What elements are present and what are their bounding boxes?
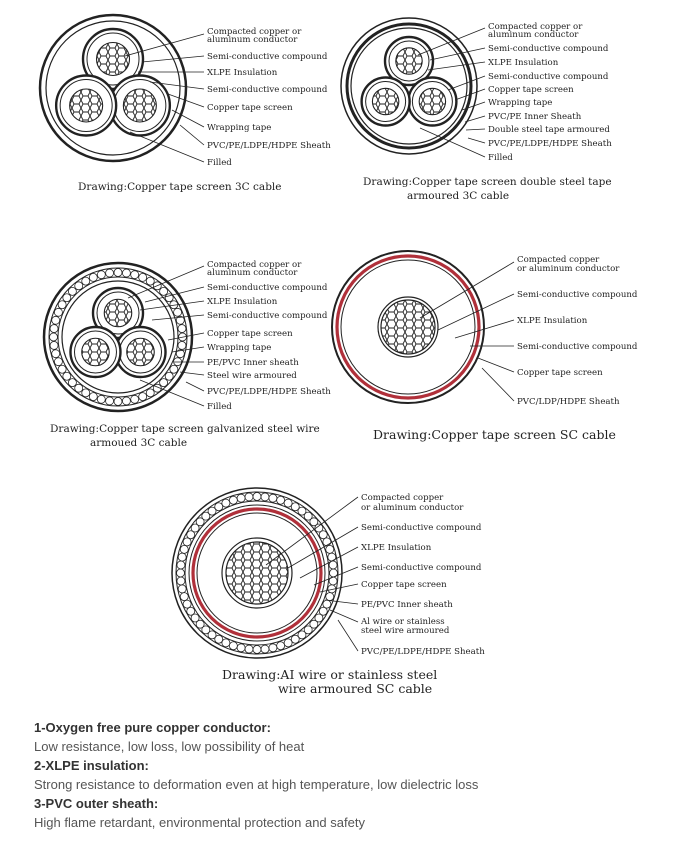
armour-wire (178, 553, 186, 561)
spec-description: Strong resistance to deformation even at high temperature, low dielectric loss (34, 777, 479, 792)
armour-wire (54, 358, 62, 366)
armour-wire (122, 269, 130, 277)
drawing-5 (172, 488, 485, 696)
spec-description: High flame retardant, environmental protection and safety (34, 815, 365, 830)
armour-wire (326, 593, 334, 601)
armour-wire (52, 350, 60, 358)
conductor (97, 43, 130, 76)
label: XLPE Insulation (207, 68, 278, 78)
label: Semi-conductive compound (207, 52, 328, 62)
conductor (70, 89, 103, 122)
armour-wire (229, 642, 237, 650)
conductor (123, 89, 156, 122)
armour-wire (82, 277, 90, 285)
armour-wire (319, 531, 327, 539)
armour-wire (165, 372, 173, 380)
caption: Drawing:Copper tape screen SC cable (373, 427, 616, 442)
armour-wire (261, 493, 269, 501)
label: or aluminum conductor (361, 503, 464, 513)
armour-wire (131, 271, 139, 279)
cross-section-4 (332, 251, 484, 403)
armour-wire (253, 493, 261, 501)
armour-wire (178, 585, 186, 593)
armour-wire (284, 499, 292, 507)
armour-wire (63, 294, 71, 302)
label: PVC/PE/LDPE/HDPE Sheath (488, 139, 612, 149)
armour-wire (326, 545, 334, 553)
spec-list (34, 718, 684, 832)
label: PVC/PE/LDPE/HDPE Sheath (207, 387, 331, 397)
label: Wrapping tape (207, 123, 272, 133)
armour-wire (52, 316, 60, 324)
caption: wire armoured SC cable (278, 681, 433, 696)
caption: armoured 3C cable (407, 190, 510, 202)
label: Semi-conductive compound (517, 342, 638, 352)
armour-wire (106, 397, 114, 405)
armour-wire (139, 393, 147, 401)
label: Filled (207, 402, 232, 412)
label: Copper tape screen (517, 368, 603, 378)
label: Copper tape screen (361, 580, 447, 590)
label: Copper tape screen (488, 85, 574, 95)
label: PVC/PE/LDPE/HDPE Sheath (361, 647, 485, 657)
label: Copper tape screen (207, 329, 293, 339)
armour-wire (183, 600, 191, 608)
label: Semi-conductive compound (361, 563, 482, 573)
caption: armoued 3C cable (90, 437, 188, 449)
conductor (127, 338, 155, 366)
drawing-2 (341, 18, 612, 202)
label: Copper tape screen (207, 103, 293, 113)
label: Compacted copper or (207, 27, 302, 37)
label: Semi-conductive compound (207, 311, 328, 321)
armour-wire (82, 389, 90, 397)
caption: Drawing:AI wire or stainless steel (222, 667, 438, 682)
label: PVC/LDP/HDPE Sheath (517, 397, 620, 407)
armour-wire (245, 645, 253, 653)
caption: Drawing:Copper tape screen 3C cable (78, 181, 282, 193)
armour-wire (180, 545, 188, 553)
drawing-4 (332, 251, 638, 442)
armour-wire (50, 333, 58, 341)
armour-wire (89, 273, 97, 281)
armour-wire (277, 496, 285, 504)
caption: Drawing:Copper tape screen double steel tape (363, 176, 612, 188)
armour-wire (284, 639, 292, 647)
armour-wire (177, 569, 185, 577)
drawing-1 (40, 15, 331, 193)
spec-title: 2-XLPE insulation: (34, 758, 149, 773)
armour-wire (269, 644, 277, 652)
armour-wire (68, 287, 76, 295)
armour-wire (131, 395, 139, 403)
armour-wire (54, 308, 62, 316)
armour-wire (323, 538, 331, 546)
spec-title: 3-PVC outer sheath: (34, 796, 159, 811)
armour-wire (58, 365, 66, 373)
armour-wire (97, 395, 105, 403)
armour-wire (160, 287, 168, 295)
label: Semi-conductive compound (488, 72, 609, 82)
label: aluminum conductor (207, 268, 298, 278)
armour-wire (187, 607, 195, 615)
armour-wire (75, 384, 83, 392)
armour-wire (122, 397, 130, 405)
caption: Drawing:Copper tape screen galvanized steel wire (50, 423, 320, 435)
cross-section-1 (40, 15, 186, 161)
armour-wire (237, 644, 245, 652)
armour-wire (253, 646, 261, 654)
armour-wire (160, 379, 168, 387)
armour-wire (174, 308, 182, 316)
cross-section-2 (341, 18, 477, 154)
spec-title: 1-Oxygen free pure copper conductor: (34, 720, 271, 735)
armour-wire (180, 593, 188, 601)
label: PVC/PE Inner Sheath (488, 112, 582, 122)
label: Semi-conductive compound (207, 85, 328, 95)
label: Compacted copper (361, 493, 444, 503)
armour-wire (178, 341, 186, 349)
armour-wire (237, 494, 245, 502)
armour-wire (277, 642, 285, 650)
armour-wire (114, 398, 122, 406)
label: XLPE Insulation (361, 543, 432, 553)
label: XLPE Insulation (517, 316, 588, 326)
armour-wire (229, 496, 237, 504)
conductor (396, 48, 422, 74)
label: or aluminum conductor (517, 264, 620, 274)
spec-description: Low resistance, low loss, low possibility of heat (34, 739, 305, 754)
label: Double steel tape armoured (488, 125, 610, 135)
armour-wire (68, 379, 76, 387)
label: Compacted copper (517, 255, 600, 265)
conductor (372, 88, 398, 114)
armour-wire (177, 577, 185, 585)
armour-wire (291, 635, 299, 643)
armour-wire (261, 645, 269, 653)
armour-wire (50, 341, 58, 349)
armour-wire (222, 499, 230, 507)
label: aluminum conductor (488, 30, 579, 40)
label: Wrapping tape (207, 343, 272, 353)
armour-wire (323, 600, 331, 608)
cross-section-3 (44, 263, 192, 411)
label: PE/PVC Inner sheath (207, 358, 299, 368)
armour-wire (146, 389, 154, 397)
armour-wire (222, 639, 230, 647)
label: Semi-conductive compound (207, 283, 328, 293)
label: aluminum conductor (207, 35, 298, 45)
label: Steel wire armoured (207, 371, 297, 381)
label: XLPE Insulation (207, 297, 278, 307)
conductor (104, 299, 132, 327)
label: Semi-conductive compound (517, 290, 638, 300)
armour-wire (97, 271, 105, 279)
armour-wire (50, 325, 58, 333)
armour-wire (114, 269, 122, 277)
armour-wire (63, 372, 71, 380)
label: XLPE Insulation (488, 58, 559, 68)
cross-section-5 (172, 488, 342, 658)
label: PVC/PE/LDPE/HDPE Sheath (207, 141, 331, 151)
label: Semi-conductive compound (488, 44, 609, 54)
label: Wrapping tape (488, 98, 553, 108)
label: PE/PVC Inner sheath (361, 600, 453, 610)
drawing-3 (44, 260, 331, 449)
label: Al wire or stainless (361, 617, 445, 627)
armour-wire (146, 277, 154, 285)
armour-wire (75, 282, 83, 290)
label: Filled (207, 158, 232, 168)
label: Compacted copper or (207, 260, 302, 270)
label: Semi-conductive compound (361, 523, 482, 533)
armour-wire (177, 561, 185, 569)
conductor (82, 338, 110, 366)
armour-wire (58, 301, 66, 309)
armour-wire (178, 325, 186, 333)
armour-wire (269, 494, 277, 502)
armour-wire (245, 493, 253, 501)
armour-wire (170, 365, 178, 373)
armour-wire (183, 538, 191, 546)
armour-wire (106, 269, 114, 277)
armour-wire (139, 273, 147, 281)
conductor (419, 88, 445, 114)
armour-wire (89, 393, 97, 401)
label: Compacted copper or (488, 22, 583, 32)
label: Filled (488, 153, 513, 163)
label: steel wire armoured (361, 626, 450, 636)
armour-wire (215, 503, 223, 511)
